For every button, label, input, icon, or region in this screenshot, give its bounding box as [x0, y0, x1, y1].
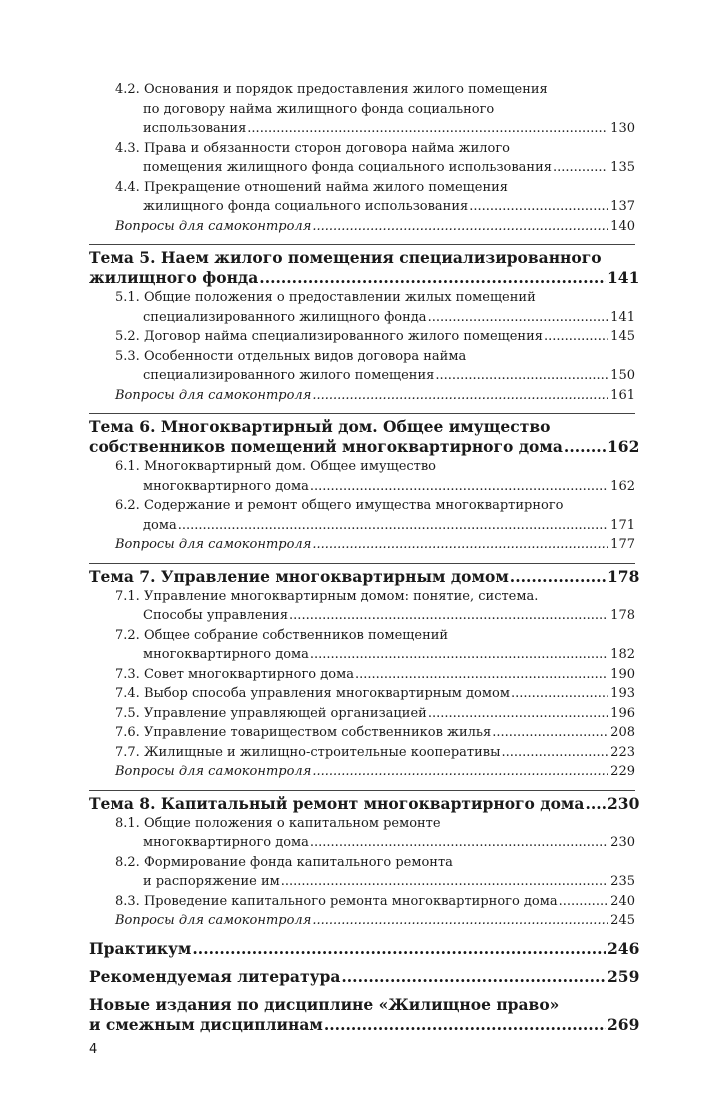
dot-leader	[312, 535, 608, 555]
table-of-contents	[89, 80, 640, 1035]
section-divider	[89, 790, 635, 791]
toc-entry-title: 4.3. Права и обязанности сторон договора найма жилого	[115, 140, 510, 156]
toc-topic-entry[interactable]	[89, 248, 640, 288]
dot-leader	[310, 645, 608, 665]
toc-page-number: 162	[610, 478, 635, 494]
toc-entry-title: 7.6. Управление товариществом собственников жилья	[115, 725, 492, 740]
toc-page-number: 235	[610, 874, 635, 889]
dot-leader	[312, 911, 608, 931]
toc-entry-title: 5.3. Особенности отдельных видов договора найма	[115, 348, 467, 364]
toc-entry-title: многоквартирного дома	[143, 835, 309, 850]
toc-entry-title: Тема 8. Капитальный ремонт многоквартирного дома	[89, 793, 585, 813]
toc-subsection-entry[interactable]	[115, 723, 635, 743]
toc-questions-entry[interactable]	[115, 386, 635, 406]
toc-page-number: 240	[610, 893, 635, 909]
toc-entry-title: специализированного жилого помещения	[143, 368, 435, 383]
toc-entry-title: 6.2. Содержание и ремонт общего имущества многоквартирного	[115, 498, 564, 513]
toc-subsection-entry[interactable]	[115, 587, 635, 626]
toc-entry-title: Практикум	[89, 938, 192, 958]
toc-questions-entry[interactable]	[115, 535, 635, 555]
toc-page-number: 140	[610, 218, 635, 234]
toc-subsection-entry[interactable]	[115, 457, 635, 496]
toc-page-number: 193	[610, 686, 635, 701]
dot-leader	[510, 567, 606, 587]
toc-entry-title: специализированного жилищного фонда	[143, 309, 427, 325]
toc-entry-title: 7.3. Совет многоквартирного дома	[115, 666, 354, 682]
toc-page-number: 229	[610, 764, 635, 779]
toc-entry-title: Тема 7. Управление многоквартирным домом	[89, 566, 509, 586]
toc-page-number: 178	[607, 566, 640, 586]
toc-entry-title: дома	[143, 517, 177, 533]
toc-page-number: 223	[610, 744, 635, 760]
toc-topic-entry[interactable]	[89, 793, 640, 814]
toc-entry-title: 7.5. Управление управляющей организацией	[115, 705, 427, 721]
toc-entry-title: 8.1. Общие положения о капитальном ремонте	[115, 815, 441, 831]
dot-leader	[312, 217, 608, 237]
toc-topic-entry[interactable]	[89, 966, 640, 987]
toc-entry-title: 7.7. Жилищные и жилищно-строительные кооперативы	[115, 744, 501, 760]
dot-leader	[585, 794, 606, 814]
toc-entry-title: Способы управления	[143, 608, 289, 623]
toc-page-number: 150	[610, 368, 635, 383]
toc-subsection-entry[interactable]	[115, 892, 635, 912]
toc-page-number: 230	[607, 793, 640, 813]
dot-leader	[310, 477, 608, 497]
toc-subsection-entry[interactable]	[115, 327, 635, 347]
toc-page-number: 208	[610, 725, 635, 740]
toc-entry-title: Вопросы для самоконтроля	[115, 764, 312, 779]
toc-subsection-entry[interactable]	[115, 626, 635, 665]
toc-page-number: 230	[610, 835, 635, 850]
toc-entry-title: 4.4. Прекращение отношений найма жилого помещения	[115, 179, 508, 195]
toc-entry-title: 6.1. Многоквартирный дом. Общее имущество	[115, 459, 437, 474]
toc-page-number: 145	[610, 329, 635, 344]
dot-leader	[428, 704, 608, 724]
toc-entry-title: многоквартирного дома	[143, 647, 309, 662]
toc-page-number: 190	[610, 666, 635, 682]
toc-questions-entry[interactable]	[115, 911, 635, 931]
dot-leader	[312, 762, 608, 782]
dot-leader	[469, 197, 608, 217]
dot-leader	[178, 516, 608, 536]
toc-page-number: 141	[607, 268, 640, 287]
toc-subsection-entry[interactable]	[115, 139, 635, 178]
dot-leader	[559, 892, 608, 912]
dot-leader	[259, 268, 606, 288]
toc-subsection-entry[interactable]	[115, 704, 635, 724]
dot-leader	[492, 723, 608, 743]
dot-leader	[192, 939, 606, 959]
toc-page-number: 259	[607, 966, 640, 986]
toc-entry-title: Рекомендуемая литература	[89, 966, 341, 986]
toc-entry-title: использования	[143, 121, 247, 136]
toc-topic-entry[interactable]	[89, 938, 640, 959]
dot-leader	[564, 437, 606, 457]
toc-entry-title: 7.2. Общее собрание собственников помещений	[115, 627, 449, 643]
toc-topic-entry[interactable]	[89, 994, 640, 1035]
dot-leader	[312, 386, 608, 406]
section-divider	[89, 563, 635, 564]
toc-subsection-entry[interactable]	[115, 496, 635, 535]
toc-questions-entry[interactable]	[115, 762, 635, 782]
dot-leader	[501, 743, 608, 763]
toc-page-number: 178	[610, 608, 635, 623]
toc-entry-title: Вопросы для самоконтроля	[115, 218, 312, 234]
dot-leader	[289, 606, 608, 626]
toc-entry-title: Тема 6. Многоквартирный дом. Общее имущество	[89, 417, 551, 436]
dot-leader	[310, 833, 608, 853]
toc-subsection-entry[interactable]	[115, 853, 635, 892]
toc-entry-title: 8.2. Формирование фонда капитального ремонта	[115, 854, 453, 870]
dot-leader	[435, 366, 608, 386]
toc-entry-title: Вопросы для самоконтроля	[115, 913, 312, 928]
page-number: 4	[89, 1042, 98, 1057]
toc-subsection-entry[interactable]	[115, 80, 635, 139]
toc-page-number: 171	[610, 517, 635, 533]
toc-entry-title: 7.4. Выбор способа управления многоквартирным домом	[115, 686, 510, 701]
dot-leader	[428, 308, 608, 328]
toc-subsection-entry[interactable]	[115, 178, 635, 217]
toc-entry-title: 5.2. Договор найма специализированного жилого помещения	[115, 329, 543, 344]
toc-subsection-entry[interactable]	[115, 743, 635, 763]
dot-leader	[355, 665, 608, 685]
toc-page-number: 196	[610, 705, 635, 721]
toc-entry-title: собственников помещений многоквартирного дома	[89, 437, 563, 456]
toc-entry-title: 5.1. Общие положения о предоставлении жилых помещений	[115, 290, 536, 305]
toc-subsection-entry[interactable]	[115, 288, 635, 327]
toc-entry-title: и распоряжение им	[143, 874, 280, 889]
dot-leader	[553, 158, 608, 178]
toc-entry-title: Тема 5. Наем жилого помещения специализированного	[89, 248, 602, 267]
toc-entry-title: по договору найма жилищного фонда социального	[143, 101, 495, 117]
toc-page-number: 245	[610, 913, 635, 928]
toc-page-number: 182	[610, 647, 635, 662]
toc-subsection-entry[interactable]	[115, 684, 635, 704]
dot-leader	[247, 119, 608, 139]
toc-page-number: 130	[610, 121, 635, 136]
toc-topic-entry[interactable]	[89, 417, 640, 457]
dot-leader	[544, 327, 608, 347]
toc-entry-title: жилищного фонда социального использования	[143, 199, 469, 214]
toc-entry-title: Новые издания по дисциплине «Жилищное право»	[89, 994, 560, 1014]
toc-entry-title: 4.2. Основания и порядок предоставления жилого помещения	[115, 82, 548, 97]
toc-page-number: 141	[610, 309, 635, 325]
toc-subsection-entry[interactable]	[115, 665, 635, 685]
toc-entry-title: Вопросы для самоконтроля	[115, 387, 312, 403]
dot-leader	[324, 1015, 606, 1035]
section-divider	[89, 413, 635, 414]
toc-page-number: 161	[610, 387, 635, 403]
dot-leader	[341, 967, 606, 987]
toc-subsection-entry[interactable]	[115, 347, 635, 386]
toc-page-number: 269	[607, 1014, 640, 1034]
toc-page-number: 246	[607, 938, 640, 958]
toc-topic-entry[interactable]	[89, 566, 640, 587]
toc-entry-title: помещения жилищного фонда социального использования	[143, 160, 552, 175]
toc-entry-title: жилищного фонда	[89, 268, 259, 287]
toc-questions-entry[interactable]	[115, 217, 635, 237]
toc-entry-title: многоквартирного дома	[143, 478, 309, 494]
toc-page-number: 177	[610, 537, 635, 552]
toc-page-number: 162	[607, 437, 640, 456]
toc-entry-title: Вопросы для самоконтроля	[115, 537, 312, 552]
section-divider	[89, 244, 635, 245]
dot-leader	[281, 872, 608, 892]
toc-entry-title: и смежным дисциплинам	[89, 1014, 323, 1034]
toc-page-number: 135	[610, 160, 635, 175]
dot-leader	[511, 684, 608, 704]
toc-subsection-entry[interactable]	[115, 814, 635, 853]
toc-entry-title: 7.1. Управление многоквартирным домом: понятие, система.	[115, 588, 539, 604]
toc-entry-title: 8.3. Проведение капитального ремонта многоквартирного дома	[115, 893, 558, 909]
toc-page-number: 137	[610, 199, 635, 214]
